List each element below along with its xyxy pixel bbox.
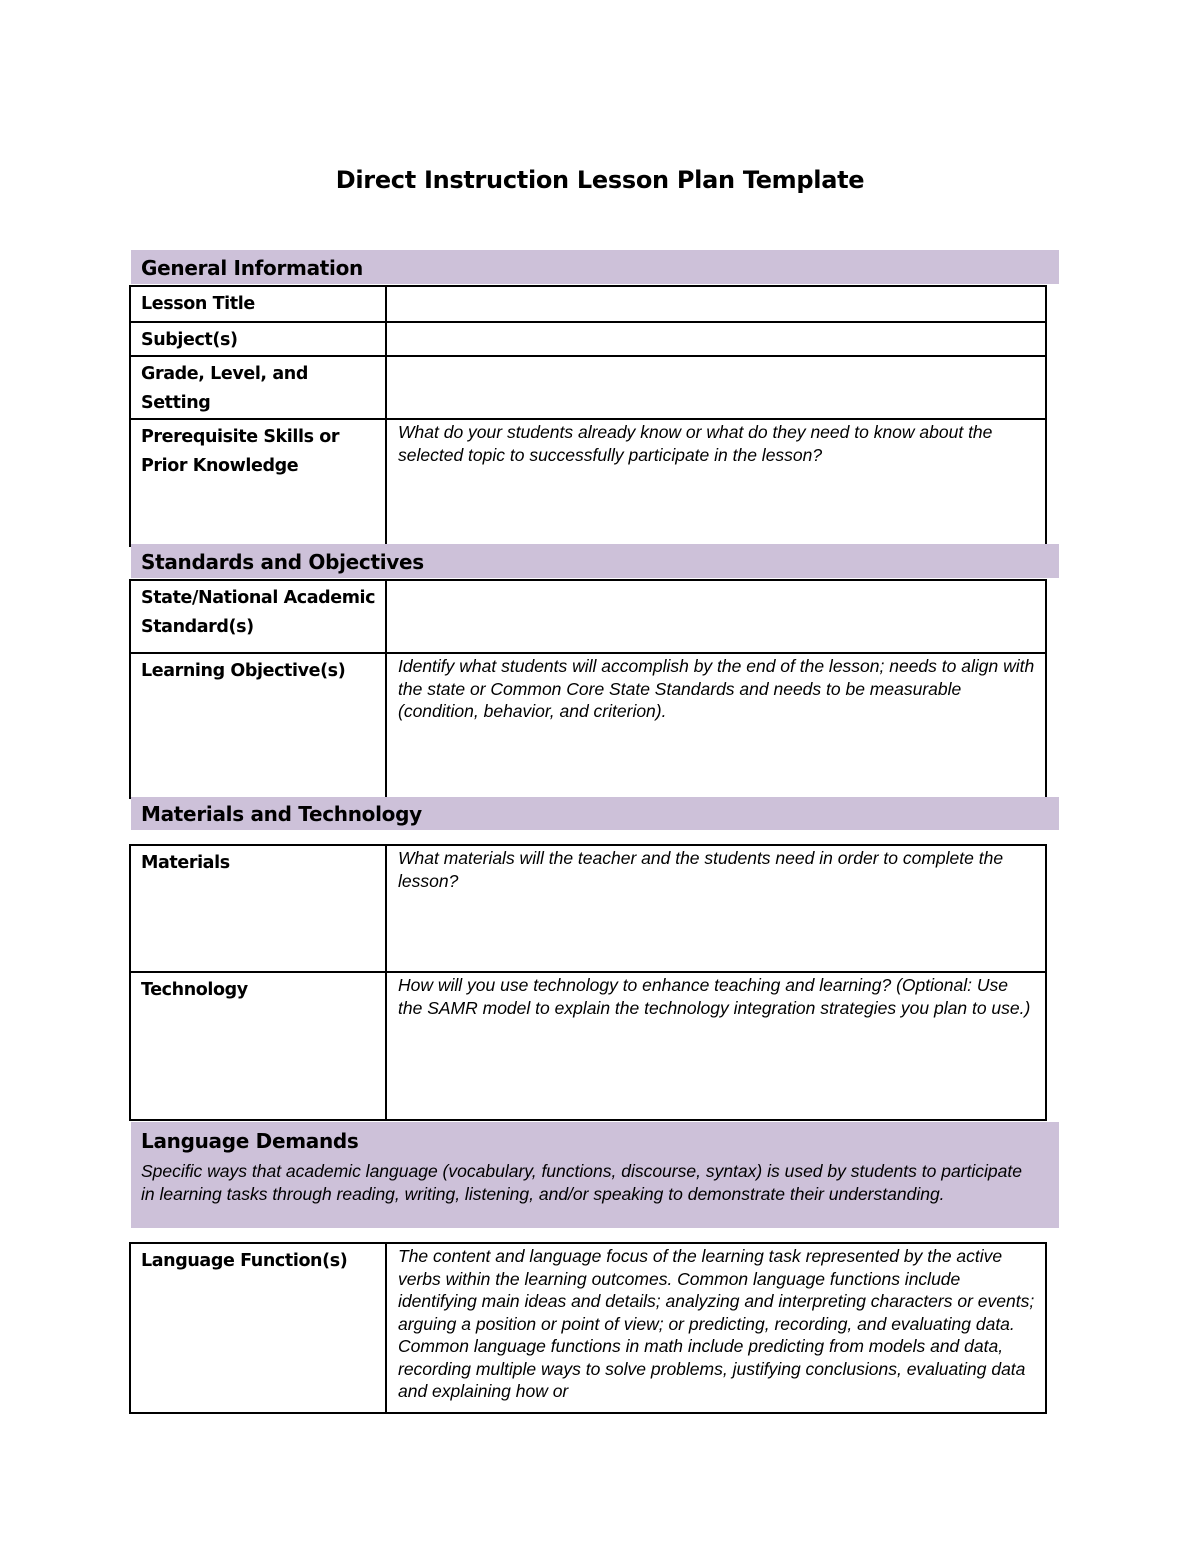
learning-objectives-field[interactable]: Identify what students will accomplish by the end of the lesson; needs to align with the state or Common Core State Standards and needs to be measurable (condition, behavior, and criterion). [386,653,1046,798]
table-row [130,356,1046,419]
subjects-field[interactable] [386,322,1046,356]
section-title: Materials and Technology [141,802,422,826]
section-header-materials-technology [131,797,1059,830]
prerequisite-skills-field[interactable]: What do your students already know or what do they need to know about the selected topic to successfully participate in the lesson? [386,419,1046,546]
table-row [130,419,1046,546]
section-title: Standards and Objectives [141,550,424,574]
grade-level-setting-field[interactable] [386,356,1046,419]
language-functions-field[interactable]: The content and language focus of the learning task represented by the active verbs within the learning outcomes. Common language functions include identifying main ideas and details; analyzing and interpreting characters or events; arguing a position or point of view; or predicting, recording, and evaluating data. Common language functions in math include predicting from models and data, recording multiple ways to solve problems, justifying conclusions, evaluating data and explaining how or [386,1243,1046,1413]
row-label: Subject(s) [130,322,386,356]
table-row [130,845,1046,972]
section-header-general-information [131,250,1059,284]
section-title: General Information [141,256,363,280]
section-header-standards-objectives [131,544,1059,578]
lesson-title-field[interactable] [386,286,1046,322]
materials-technology-table [129,844,1047,1121]
document-title: Direct Instruction Lesson Plan Template [335,166,865,194]
section-description: Specific ways that academic language (vocabulary, functions, discourse, syntax) is used by students to participate in learning tasks through reading, writing, listening, and/or speaking to demonstrate their understanding. [141,1161,1022,1204]
row-label: Grade, Level, and Setting [130,356,386,419]
technology-field[interactable]: How will you use technology to enhance teaching and learning? (Optional: Use the SAMR model to explain the technology integration strategies you plan to use.) [386,972,1046,1120]
row-label: Learning Objective(s) [130,653,386,798]
table-row [130,286,1046,322]
standards-objectives-table [129,579,1047,799]
table-row [130,653,1046,798]
general-information-table [129,285,1047,547]
section-header-language-demands [131,1122,1059,1228]
table-row [130,972,1046,1120]
row-label: Prerequisite Skills or Prior Knowledge [130,419,386,546]
table-row [130,1243,1046,1413]
row-label: Lesson Title [130,286,386,322]
row-label: Materials [130,845,386,972]
table-row [130,322,1046,356]
row-label: Technology [130,972,386,1120]
row-label: State/National Academic Standard(s) [130,580,386,653]
row-label: Language Function(s) [130,1243,386,1413]
language-demands-table [129,1242,1047,1414]
table-row [130,580,1046,653]
materials-field[interactable]: What materials will the teacher and the students need in order to complete the lesson? [386,845,1046,972]
section-title: Language Demands [141,1129,359,1153]
academic-standards-field[interactable] [386,580,1046,653]
